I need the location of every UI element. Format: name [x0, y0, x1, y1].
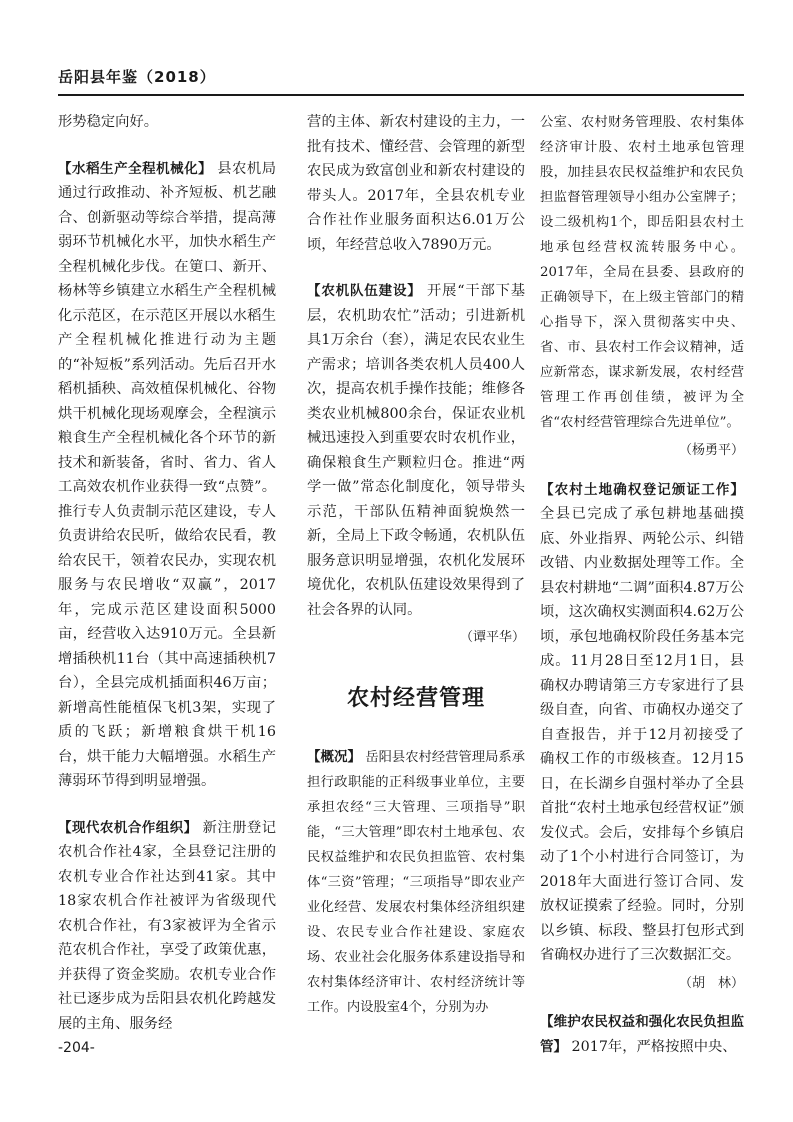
section-heading: 【农机队伍建设】 — [307, 283, 422, 299]
running-header: 岳阳县年鉴（2018） — [58, 68, 216, 86]
page-number: -204- — [58, 1040, 95, 1056]
section-heading: 【维护农民权益和强化农民负担监管】 — [540, 1014, 744, 1055]
section-land-rights — [540, 478, 744, 968]
section-text: 新注册登记农机合作社4家，全县登记注册的农机专业合作社达到41家。其中18家农机合作社被评为省级现代农机合作社，有3家被评为全省示范农机合作社，享受了政策优惠，并获得了资金奖励。农机专业合作社已逐步成为岳阳县农机化跨越发展的主角、服务经 — [58, 819, 277, 1032]
section-heading: 【概况】 — [307, 749, 362, 765]
section-text: 岳阳县农村经营管理局系承担行政职能的正科级事业单位，主要承担农经“三大管理、三项指导”职能，“三大管理”即农村土地承包、农民权益维护和农民负担监管、农村集体“三资”管理；“三项指导”即农业产业化经营、发展农村集体经济组织建设、农民专业合作社建设、家庭农场、农业社会化服务体系建设指导和农村集体经济审计、农村经济统计等工作。内设股室4个，分别为办 — [307, 750, 526, 1015]
section-text: 全县已完成了承包耕地基础摸底、外业指界、两轮公示、纠错改错、内业数据处理等工作。全县农村耕地“二调”面积4.87万公顷，这次确权实测面积4.62万公顷，承包地确权阶段任务基本完成。11月28日至12月1日，县确权办聘请第三方专家进行了县级自查，向省、市确权办递交了自查报告，并于12月初接受了确权工作的市级核查。12月15日，在长湖乡自强村举办了全县首批“农村土地承包经营权证”颁发仪式。会后，安排每个乡镇启动了1个小村进行合同签订，为2018年大面进行签订合同、发放权证摸索了经验。同时，分别以乡镇、标段、整县打包形式到省确权办进行了三次数据汇交。 — [540, 506, 744, 963]
author-credit: （谭平华） — [459, 630, 525, 645]
section-mechanization — [58, 157, 276, 794]
section-title: 农村经营管理 — [346, 685, 485, 711]
section-team-building — [307, 279, 525, 622]
section-heading: 【水稻生产全程机械化】 — [58, 160, 213, 177]
column-3 — [540, 110, 744, 1059]
column-2 — [307, 110, 525, 1020]
section-text: 开展“干部下基层，农机助农忙”活动；引进新机具1万余台（套），满足农民农业生产需求；培训各类农机人员400人次，提高农机手操作技能；维修各类农业机械800余台，保证农业机械迅速投入到重要农时农机作业，确保粮食生产颗粒归仓。推进“两学一做”常态化制度化，领导带头示范，干部队伍精神面貌焕然一新，全局上下政令畅通，农机队伍服务意识明显增强，农机化发展环境优化，农机队伍建设效果得到了社会各界的认同。 — [307, 283, 526, 618]
section-cooperatives — [58, 816, 276, 1037]
section-overview — [307, 745, 525, 1020]
paragraph: 形势稳定向好。 — [58, 114, 159, 130]
section-heading: 【现代农机合作组织】 — [58, 819, 198, 836]
paragraph: 公室、农村财务管理股、农村集体经济审计股、农村土地承包管理股，加挂县农民权益维护和农民负担监督管理领导小组办公室牌子；设二级机构1个，即岳阳县农村土地承包经营权流转服务中心。2017年，全局在县委、县政府的正确领导下，在上级主管部门的精心指导下，深入贯彻落实中央、省、市、县农村工作会议精神，适应新常态，谋求新发展，农村经营管理工作再创佳绩，被评为全省“农村经营管理综合先进单位”。 — [540, 115, 744, 430]
column-1 — [58, 110, 276, 1036]
section-farmer-rights — [540, 1010, 744, 1059]
header-rule — [58, 94, 744, 96]
section-heading: 【农村土地确权登记颁证工作】 — [540, 481, 744, 498]
section-text: 2017年，严格按照中央、 — [571, 1038, 737, 1055]
author-credit: （胡 林） — [678, 975, 744, 991]
author-credit: （杨勇平） — [678, 443, 744, 458]
section-text: 县农机局通过行政推动、补齐短板、机艺融合、创新驱动等综合举措，提高薄弱环节机械化水平，加快水稻生产全程机械化步伐。在筻口、新开、杨林等乡镇建立水稻生产全程机械化示范区，在示范区开展以水稻生产全程机械化推进行动为主题的“补短板”系列活动。先后召开水稻机插秧、高效植保机械化、谷物烘干机械化现场观摩会，全程演示粮食生产全程机械化各个环节的新技术和新装备，省时、省力、省人工高效农机作业获得一致“点赞”。推行专人负责制示范区建设，专人负责讲给农民听，做给农民看，教给农民干，领着农民办，实现农机服务与农民增收“双赢”，2017年，完成示范区建设面积5000亩，经营收入达910万元。全县新增插秧机11台（其中高速插秧机7台），全县完成机插面积46万亩；新增高性能植保飞机3架，实现了质的飞跃；新增粮食烘干机16台，烘干能力大幅增强。水稻生产薄弱环节得到明显增强。 — [58, 160, 277, 789]
paragraph: 营的主体、新农村建设的主力，一批有技术、懂经营、会管理的新型农民成为致富创业和新农村建设的带头人。2017年，全县农机专业合作社作业服务面积达6.01万公顷，年经营总收入7890万元。 — [307, 114, 525, 253]
